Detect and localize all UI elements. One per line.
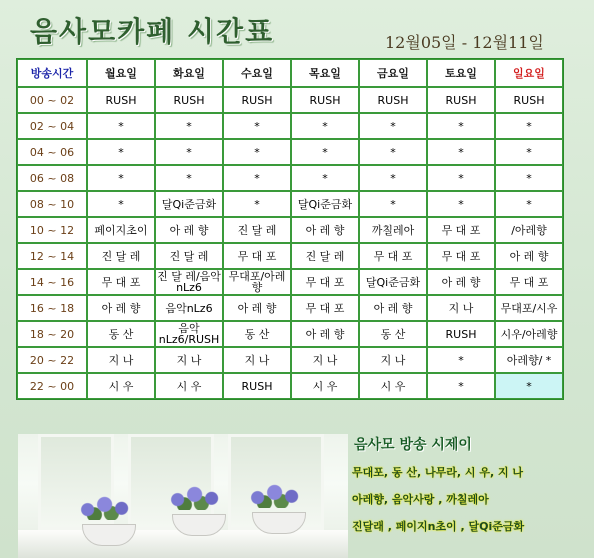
flower-icon (244, 482, 312, 508)
schedule-cell: * (427, 191, 495, 217)
schedule-cell: * (495, 191, 563, 217)
column-header-day: 월요일 (87, 59, 155, 87)
schedule-cell: * (223, 139, 291, 165)
flower-icon (164, 484, 232, 510)
schedule-cell: * (223, 191, 291, 217)
time-slot-cell: 02 ~ 04 (17, 113, 87, 139)
schedule-cell: 까칠레아 (359, 217, 427, 243)
column-header-day: 목요일 (291, 59, 359, 87)
time-slot-cell: 04 ~ 06 (17, 139, 87, 165)
table-row (17, 295, 563, 321)
schedule-cell: * (223, 165, 291, 191)
schedule-cell: 시 우 (291, 373, 359, 399)
schedule-cell: * (155, 139, 223, 165)
schedule-cell: * (155, 165, 223, 191)
schedule-cell: * (495, 373, 563, 399)
column-header-time: 방송시간 (17, 59, 87, 87)
schedule-cell: * (427, 139, 495, 165)
schedule-cell: * (87, 165, 155, 191)
schedule-cell: 달Qi준금화 (155, 191, 223, 217)
schedule-cell: 아 레 향 (291, 217, 359, 243)
schedule-cell: 무 대 포 (291, 295, 359, 321)
time-slot-cell: 18 ~ 20 (17, 321, 87, 347)
time-slot-cell: 14 ~ 16 (17, 269, 87, 295)
time-slot-cell: 00 ~ 02 (17, 87, 87, 113)
schedule-cell: * (359, 165, 427, 191)
schedule-cell: * (291, 165, 359, 191)
dj-info-line: 무대포, 동 산, 나무라, 시 우, 지 나 (352, 466, 524, 479)
schedule-cell: RUSH (223, 87, 291, 113)
column-header-day: 일요일 (495, 59, 563, 87)
schedule-cell: 무대포/아레향 (223, 269, 291, 295)
schedule-cell: 페이지초이 (87, 217, 155, 243)
schedule-cell: 아 레 향 (87, 295, 155, 321)
window-flower-photo (18, 434, 348, 558)
schedule-cell: RUSH (87, 87, 155, 113)
schedule-cell: RUSH (427, 87, 495, 113)
schedule-cell: 아 레 향 (155, 217, 223, 243)
schedule-cell: * (87, 113, 155, 139)
column-header-day: 금요일 (359, 59, 427, 87)
schedule-cell: 시 우 (155, 373, 223, 399)
schedule-cell: 무 대 포 (495, 269, 563, 295)
table-row (17, 191, 563, 217)
page-title: 음사모카페 시간표 (30, 15, 275, 48)
table-row (17, 373, 563, 399)
schedule-cell: /아레향 (495, 217, 563, 243)
table-header-row (17, 59, 563, 87)
table-row (17, 243, 563, 269)
schedule-cell: RUSH (223, 373, 291, 399)
dj-info-title: 음사모 방송 시제이 (354, 437, 472, 453)
schedule-cell: 진 달 레 (223, 217, 291, 243)
time-slot-cell: 22 ~ 00 (17, 373, 87, 399)
dj-info-line: 진달래 , 페이지n초이 , 달Qi준금화 (352, 520, 525, 533)
pot-icon (82, 524, 136, 546)
date-range: 12월05일 - 12월11일 (385, 33, 544, 52)
schedule-cell: * (87, 139, 155, 165)
schedule-cell: RUSH (427, 321, 495, 347)
schedule-cell: RUSH (359, 87, 427, 113)
schedule-cell: 무 대 포 (427, 243, 495, 269)
schedule-cell: * (495, 139, 563, 165)
column-header-day: 토요일 (427, 59, 495, 87)
dj-info-panel (352, 434, 594, 558)
schedule-cell: 지 나 (359, 347, 427, 373)
schedule-cell: 동 산 (359, 321, 427, 347)
time-slot-cell: 06 ~ 08 (17, 165, 87, 191)
flower-pot (244, 482, 312, 534)
schedule-cell: 동 산 (223, 321, 291, 347)
schedule-cell: 지 나 (291, 347, 359, 373)
schedule-cell: * (223, 113, 291, 139)
pot-icon (172, 514, 226, 536)
schedule-cell: 아 레 향 (427, 269, 495, 295)
schedule-cell: * (495, 113, 563, 139)
schedule-cell: 아 레 향 (223, 295, 291, 321)
schedule-cell: * (495, 165, 563, 191)
schedule-cell: 진 달 레/음악nLz6 (155, 269, 223, 295)
schedule-cell: * (427, 113, 495, 139)
schedule-cell: * (427, 165, 495, 191)
flower-icon (74, 494, 142, 520)
schedule-cell: 음악nLz6 (155, 295, 223, 321)
schedule-cell: * (155, 113, 223, 139)
schedule-cell: * (427, 373, 495, 399)
column-header-day: 화요일 (155, 59, 223, 87)
time-slot-cell: 16 ~ 18 (17, 295, 87, 321)
schedule-cell: 아 레 향 (495, 243, 563, 269)
schedule-cell: * (359, 113, 427, 139)
table-row (17, 269, 563, 295)
schedule-cell: * (291, 139, 359, 165)
pot-icon (252, 512, 306, 534)
schedule-cell: 무 대 포 (427, 217, 495, 243)
schedule-cell: 진 달 레 (291, 243, 359, 269)
schedule-cell: 시 우 (87, 373, 155, 399)
time-slot-cell: 12 ~ 14 (17, 243, 87, 269)
schedule-cell: 동 산 (87, 321, 155, 347)
dj-info-line: 아레향, 음악사랑 , 까칠레아 (352, 493, 489, 506)
schedule-cell: 지 나 (155, 347, 223, 373)
table-row (17, 87, 563, 113)
schedule-cell: 무 대 포 (223, 243, 291, 269)
schedule-cell: 음악nLz6/RUSH (155, 321, 223, 347)
schedule-cell: 진 달 레 (87, 243, 155, 269)
schedule-cell: * (87, 191, 155, 217)
schedule-cell: * (359, 139, 427, 165)
time-slot-cell: 08 ~ 10 (17, 191, 87, 217)
schedule-cell: 시우/아레향 (495, 321, 563, 347)
table-row (17, 321, 563, 347)
schedule-cell: 무 대 포 (87, 269, 155, 295)
schedule-cell: 시 우 (359, 373, 427, 399)
table-row (17, 347, 563, 373)
time-slot-cell: 10 ~ 12 (17, 217, 87, 243)
schedule-cell: 달Qi준금화 (291, 191, 359, 217)
schedule-cell: 무대포/시우 (495, 295, 563, 321)
schedule-cell: RUSH (155, 87, 223, 113)
table-row (17, 139, 563, 165)
schedule-cell: 아레향/ * (495, 347, 563, 373)
table-row (17, 165, 563, 191)
schedule-cell: 무 대 포 (359, 243, 427, 269)
flower-pot (164, 484, 232, 536)
schedule-cell: 달Qi준금화 (359, 269, 427, 295)
schedule-table (16, 58, 564, 400)
schedule-cell: * (427, 347, 495, 373)
table-row (17, 113, 563, 139)
table-row (17, 217, 563, 243)
schedule-cell: RUSH (495, 87, 563, 113)
column-header-day: 수요일 (223, 59, 291, 87)
schedule-cell: 아 레 향 (359, 295, 427, 321)
schedule-cell: * (359, 191, 427, 217)
flower-pot (74, 494, 142, 546)
time-slot-cell: 20 ~ 22 (17, 347, 87, 373)
schedule-cell: 무 대 포 (291, 269, 359, 295)
schedule-cell: * (291, 113, 359, 139)
schedule-cell: 지 나 (427, 295, 495, 321)
schedule-cell: 진 달 레 (155, 243, 223, 269)
schedule-cell: 아 레 향 (291, 321, 359, 347)
schedule-cell: 지 나 (223, 347, 291, 373)
schedule-cell: RUSH (291, 87, 359, 113)
schedule-cell: 지 나 (87, 347, 155, 373)
